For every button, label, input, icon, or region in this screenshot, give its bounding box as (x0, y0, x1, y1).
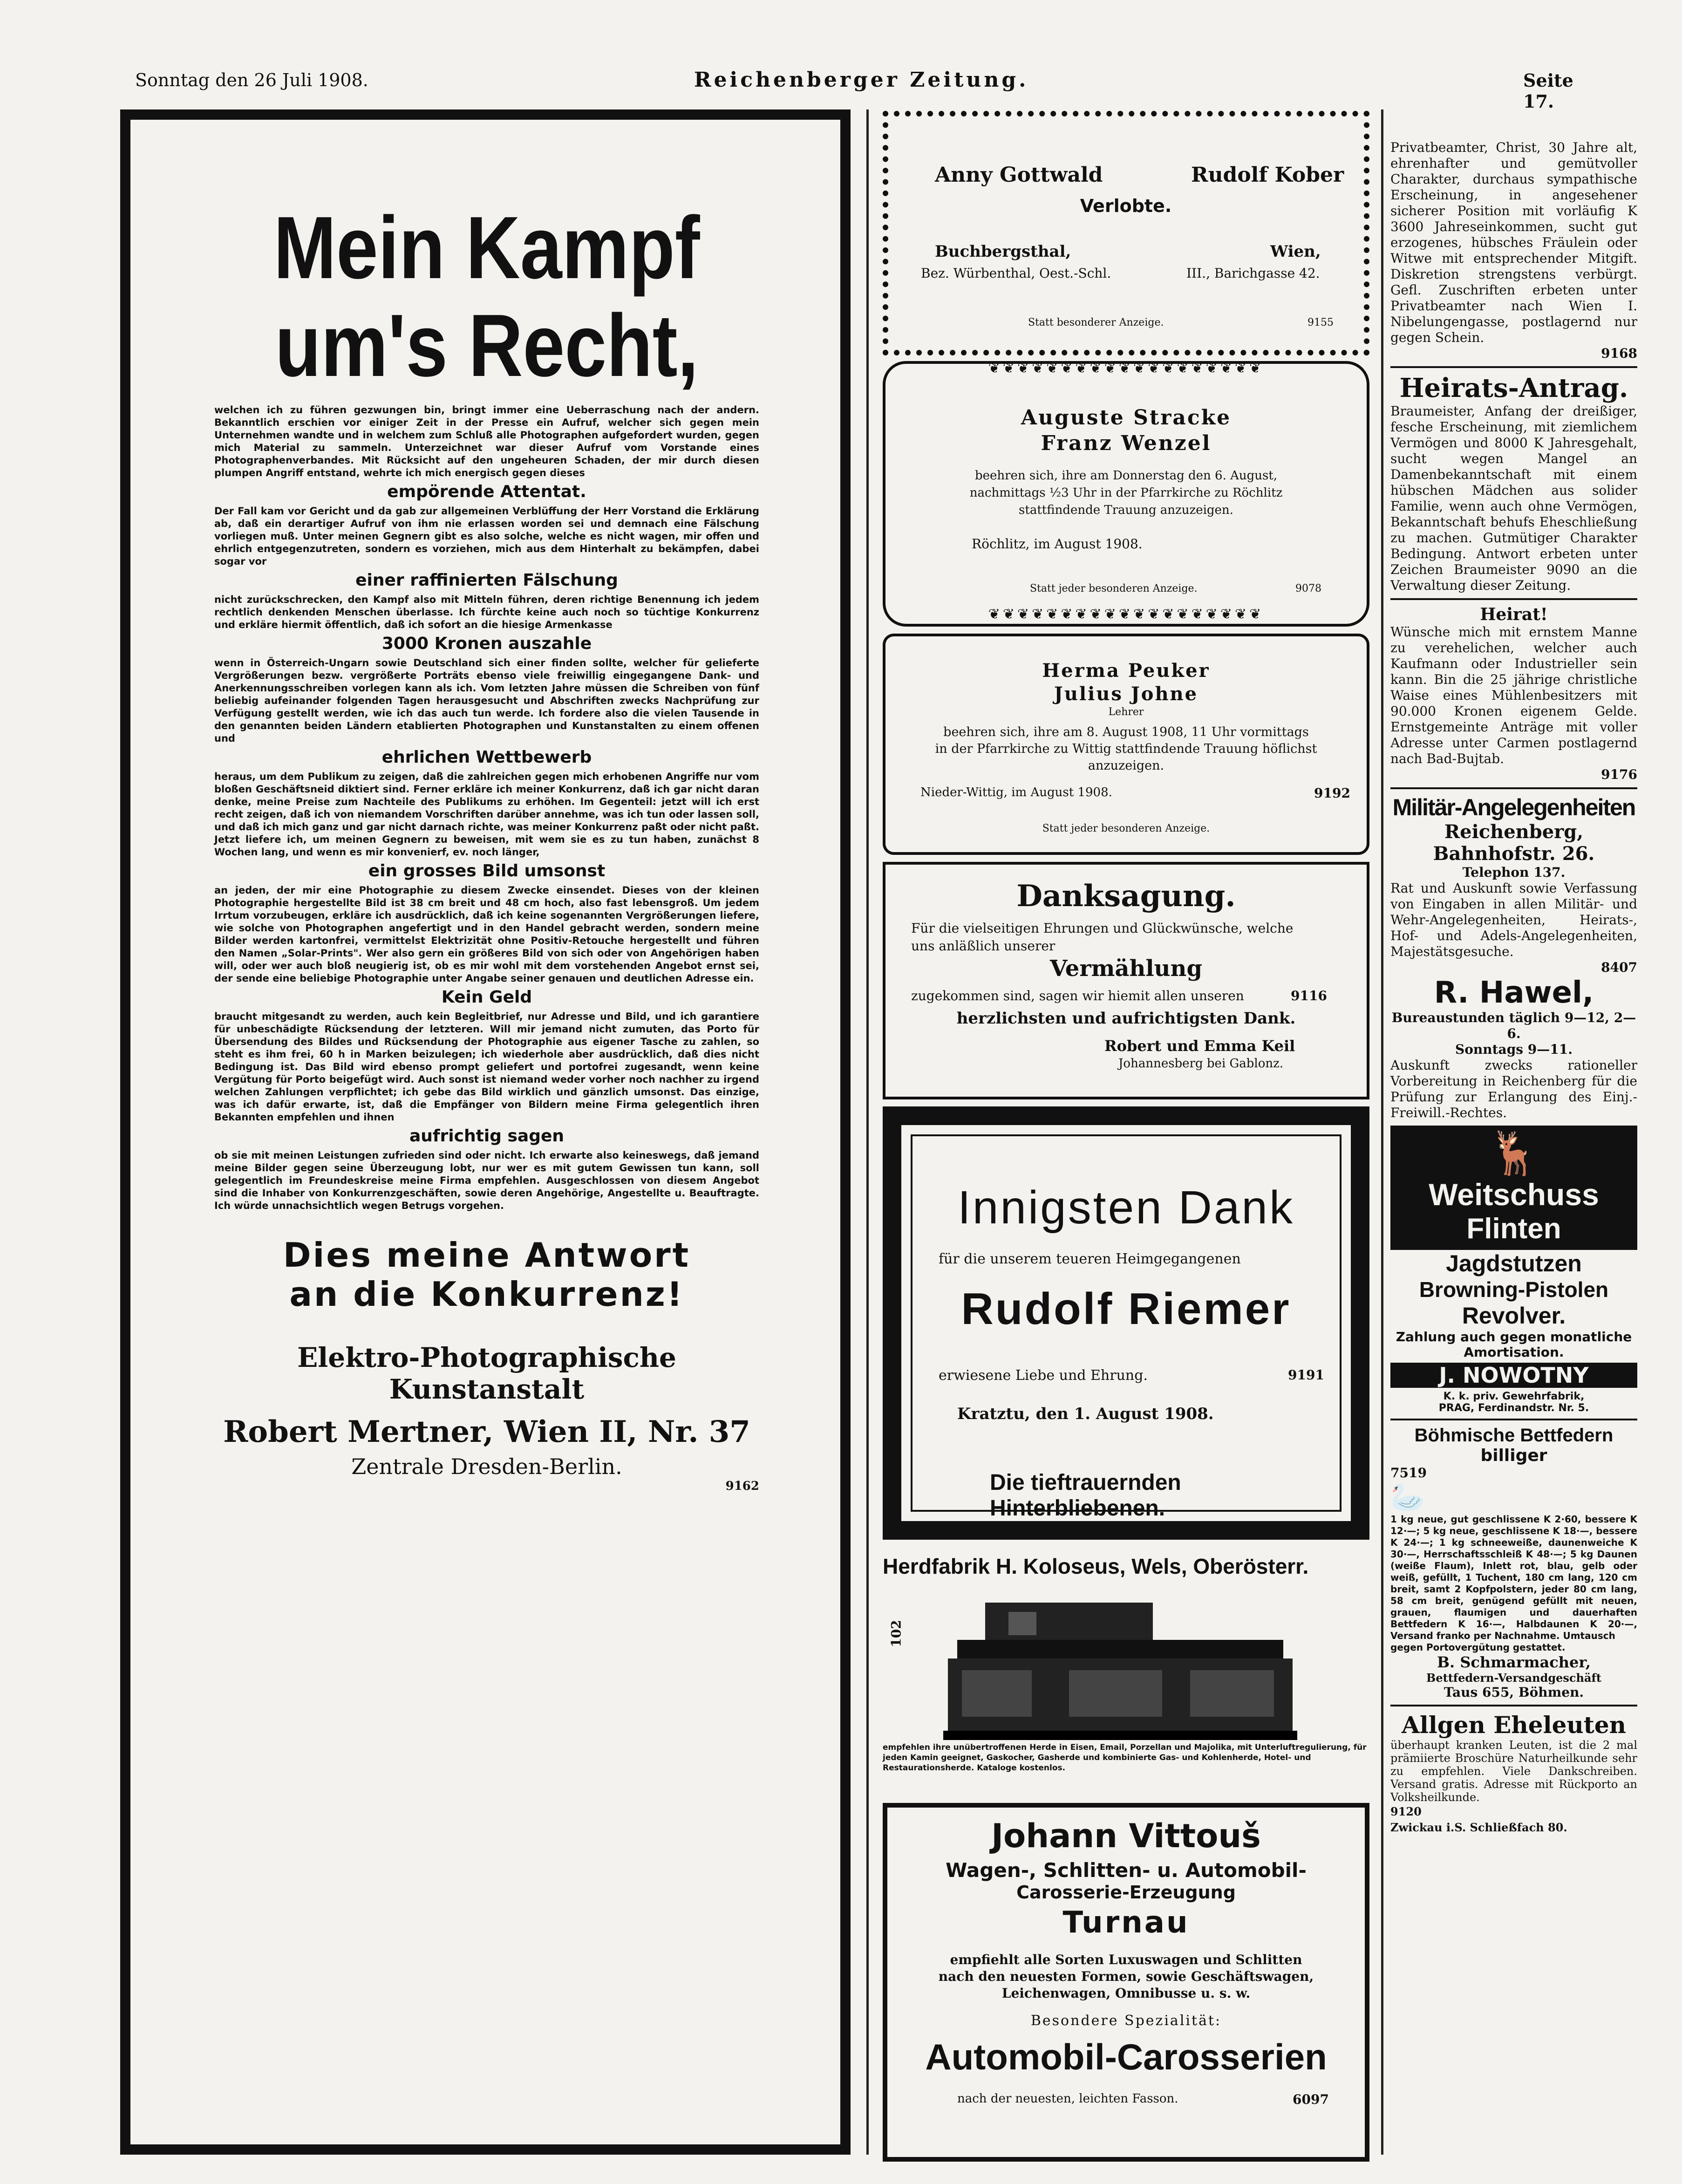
carriage-town: Turnau (1062, 1905, 1190, 1940)
bride-name: Anny Gottwald (935, 163, 1103, 187)
goose-icon: 🦢 (1390, 1481, 1425, 1514)
thanks-line: Für die vielseitigen Ehrungen und Glückwünsche, welche (911, 921, 1294, 936)
rifle-ad (1390, 1126, 1637, 1250)
notice-foot: Statt jeder besonderen Anzeige. (1030, 583, 1198, 594)
mourning-signature: Die tieftrauernden Hinterbliebenen. (990, 1470, 1181, 1521)
ad-paragraph: wenn in Österreich-Ungarn sowie Deutschland sich einer finden sollte, welcher für gelieferte Vergrößerungen bezw. vergrößerte Porträts ebenso viele freiwillig eingegangene Dank- und Anerkennungsschreiben vorlegen kann als ich. Vom letzten Jahre müssen die Schreiben von fünf beliebig aufeinander folgenden Tagen herausgesucht und Abschriften zwecks Nachprüfung zur Verfügung gestellt werden, wie ich das auch tun werde. Ich fordere also die vielen Tausende in den genannten beiden Ländern etablierten Photographen und Kunstanstalten zu einem offenen und (214, 657, 759, 744)
carriage-line: empfiehlt alle Sorten Luxuswagen und Schlitten (950, 1952, 1302, 1967)
ad-answer-line2: an die Konkurrenz! (289, 1275, 684, 1314)
bride-place: Buchbergsthal, (935, 242, 1071, 261)
thanks-line: uns anläßlich unserer (911, 938, 1056, 954)
ad-firm-central: Zentrale Dresden-Berlin. (351, 1454, 622, 1479)
header-page-number: Seite 17. (1523, 70, 1573, 112)
page-header (135, 68, 1573, 112)
notice-code: 6097 (1293, 2092, 1329, 2107)
ad-subheading: einer raffinierten Fälschung (355, 571, 618, 590)
notice-line: in der Pfarrkirche zu Wittig stattfindende Trauung höflichst (935, 742, 1317, 756)
ad-subheading: 3000 Kronen auszahle (381, 634, 592, 653)
notice-code: 9191 (1288, 1367, 1324, 1383)
ad-paragraph: Der Fall kam vor Gericht und da gab zur allgemeinen Verblüffung der Herr Vorstand die Erklärung ab, daß ein derartiger Aufruf von ihm nie erlassen worden sei und demnach eine Fälschung vorliegen muß. Unter meinen Gegnern gibt es also solche, welche es nicht wagen, mir offen und ehrlich entgegenzutreten, sondern es vorziehen, mich aus dem Hinterhalt zu bekämpfen, dabei sogar vor (214, 505, 759, 567)
military-heading: Militär-Angelegenheiten (1392, 794, 1635, 820)
carriage-ad-vittous (883, 1803, 1369, 2162)
carriage-line: nach den neuesten Formen, sowie Geschäftswagen, (938, 1969, 1314, 1984)
notice-code: 9078 (1295, 583, 1321, 594)
notice-foot: Statt besonderer Anzeige. (1028, 317, 1164, 328)
feather-prices: 1 kg neue, gut geschlissene K 2·60, bessere K 12·—; 5 kg neue, geschlissene K 18·—, bessere K 24·—; 1 kg schneeweiße, daunenweiche K 30·—, Herrschaftsschleiß K 48·—; 5 kg Daunen (weiße Flaum), Inlett rot, blau, gelb oder weiß, gefüllt, 1 Tuchent, 180 cm lang, 120 cm breit, samt 2 Kopfpolstern, jeder 80 cm lang, 58 cm breit, genügend gefüllt mit neuen, grauen, flaumigen und dauerhaften Bettfedern K 16·—, Halbdaunen K 20·—, (1390, 1514, 1637, 1630)
thanks-heartfelt: herzlichsten und aufrichtigsten Dank. (956, 1009, 1296, 1028)
ad-answer-line1: Dies meine Antwort (283, 1235, 691, 1275)
spouses-text: überhaupt kranken Leuten, ist die 2 mal prämiierte Broschüre Naturheilkunde sehr zu empfehlen. Viele Dankschreiben. Versand gratis. Adresse mit Rückporto an Volksheilkunde. (1390, 1739, 1637, 1804)
carriage-line: Wagen-, Schlitten- u. Automobil- (946, 1859, 1307, 1882)
notice-code: 9155 (1307, 317, 1334, 328)
groom-place: Wien, (1270, 242, 1321, 261)
notice-line: beehren sich, ihre am Donnerstag den 6. August, (974, 469, 1278, 483)
feather-shipping: Versand franko per Nachnahme. Umtausch gegen Portovergütung gestattet. (1390, 1630, 1615, 1653)
engaged-label: Verlobte. (1080, 196, 1172, 216)
ad-code: 9162 (725, 1479, 759, 1493)
ad-paragraph: braucht mitgesandt zu werden, auch kein Begleitbrief, nur Adresse und Bild, und ich garantiere für unbeschädigte Rücksendung der letzteren. Will mir jemand nicht zumuten, das Porto für Übersendung des Bildes und Rücksendung der Photographie aus eigener Tasche zu zahlen, so steht es ihm frei, 60 h in Marken beizulegen; ich wiederhole aber ausdrücklich, daß dies nicht Bedingung ist. Das Bild wird ebenso prompt geliefert und portofrei zugesandt, wenn keine Vergütung für Porto beigefügt wird. Auch sonst ist niemand weder vorher noch nachher zu irgend welchen Zahlungen verpflichtet; ich gebe das Bild wirklich und gänzlich umsonst. Das einzige, was ich dafür erwarte, ist, daß die Empfänger von Bildern meine Firma gelegentlich ihren Bekannten empfehlen und ihnen (214, 1011, 759, 1123)
notice-line: beehren sich, ihre am 8. August 1908, 11 Uhr vormittags (943, 725, 1309, 739)
spouses-address: Zwickau i.S. Schließfach 80. (1390, 1821, 1567, 1834)
rifle-firm: J. NOWOTNY (1390, 1363, 1637, 1388)
right-column (1390, 140, 1637, 1836)
notice-code: 9116 (1291, 988, 1327, 1003)
ad-title-line2: um's Recht, (275, 296, 699, 395)
wedding-ad-stracke (883, 361, 1369, 627)
bride-name: Herma Peuker (1042, 660, 1210, 682)
deer-icon: 🦌 (1487, 1129, 1540, 1178)
military-services: Rat und Auskunft sowie Verfassung von Eingaben in allen Militär- und Wehr-Angelegenheiten, Heirats-, Hof- und Adels-Angelegenheiten, Majestätsgesuche. (1390, 880, 1637, 959)
mourning-title: Innigsten Dank (957, 1181, 1295, 1234)
notice-place: Nieder-Wittig, im August 1908. (920, 785, 1112, 799)
military-phone: Telephon 137. (1462, 865, 1566, 880)
ad-code: 9176 (1601, 767, 1637, 782)
mourning-line: erwiesene Liebe und Ehrung. (939, 1367, 1148, 1384)
carriage-line: Leichenwagen, Omnibusse u. s. w. (1001, 1986, 1251, 2001)
groom-name: Rudolf Kober (1191, 163, 1344, 187)
rifle-firm-line: K. k. priv. Gewehrfabrik, (1443, 1391, 1585, 1402)
ad-code: 9168 (1601, 346, 1637, 361)
deceased-name: Rudolf Riemer (961, 1284, 1291, 1334)
laurel-border-bottom: ❦❦❦❦❦❦❦❦❦❦❦❦❦❦❦❦❦❦❦ (988, 606, 1264, 622)
ad-subheading: empörende Attentat. (387, 482, 586, 501)
ad-subheading: ein grosses Bild umsonst (368, 861, 606, 880)
rifle-line: Revolver. (1462, 1303, 1566, 1329)
header-date: Sonntag den 26 Juli 1908. (135, 70, 368, 90)
ad-firm-address: Robert Mertner, Wien II, Nr. 37 (223, 1414, 750, 1449)
feather-subheading: billiger (1480, 1446, 1547, 1465)
stove-illustration (929, 1593, 1311, 1742)
thanks-names: Robert und Emma Keil (1104, 1037, 1295, 1055)
ad-subheading: Kein Geld (441, 988, 532, 1007)
stove-factory-title: Herdfabrik H. Koloseus, Wels, Oberösterr. (883, 1554, 1309, 1578)
hawel-info: Auskunft zwecks rationeller Vorbereitung in Reichenberg für die Prüfung zur Erlangung des Einj.-Freiwill.-Rechtes. (1390, 1058, 1637, 1120)
mourning-ad-riemer (883, 1106, 1369, 1540)
notice-line: anzuzeigen. (1088, 758, 1164, 773)
feather-firm-line: Taus 655, Böhmen. (1444, 1685, 1584, 1700)
carriage-speciality-label: Besondere Spezialität: (1030, 2013, 1222, 2029)
mourning-place: Kratztu, den 1. August 1908. (957, 1405, 1214, 1423)
ad-subheading: aufrichtig sagen (409, 1126, 565, 1146)
marriage-ad-carmen: Wünsche mich mit ernstem Manne zu verehelichen, welcher auch Kaufmann oder Industrieller sein kann. Bin die 25 jährige christliche Waise eines Mühlenbesitzers mit 90.000 Kronen eigenem Gelde. Ernstgemeinte Anträge mit voller Adresse unter Carmen postlagernd nach Bad-Bujtab. (1390, 624, 1637, 766)
rifle-line: Browning-Pistolen (1419, 1277, 1609, 1302)
ad-paragraph: welchen ich zu führen gezwungen bin, bringt immer eine Ueberraschung nach der andern. Bekanntlich erschien vor einiger Zeit in der Presse ein Aufruf, welcher sich gegen mein Unternehmen wandte und in welchem zum Schluß alle Photographen aufgefordert wurden, gegen mich Material zu sammeln. Unterzeichnet war dieser Aufruf vom Vorstande eines Photographenverbandes. Mit Rücksicht auf den ungeheuren Schaden, der mir durch diesen plumpen Angriff entstand, wehrte ich mich energisch gegen dieses (214, 404, 759, 478)
thanks-ad-keil (883, 862, 1369, 1099)
notice-code: 102 (888, 1620, 904, 1647)
hawel-sunday: Sonntags 9—11. (1455, 1042, 1573, 1057)
rifle-guns: Flinten (1466, 1213, 1561, 1245)
carriage-firm-name: Johann Vittouš (991, 1817, 1261, 1855)
hawel-name: R. Hawel, (1434, 976, 1594, 1010)
thanks-line: zugekommen sind, sagen wir hiemit allen unseren (911, 988, 1244, 1003)
header-paper-name: Reichenberger Zeitung. (694, 68, 1029, 92)
bride-name: Auguste Stracke (1021, 406, 1232, 430)
military-address: Reichenberg, Bahnhofstr. 26. (1433, 821, 1595, 865)
groom-name: Julius Johne (1054, 683, 1199, 705)
notice-line: nachmittags ½3 Uhr in der Pfarrkirche zu Röchlitz (969, 486, 1283, 500)
marriage-ad-braumeister: Braumeister, Anfang der dreißiger, fesche Erscheinung, mit ziemlichem Vermögen und 8000 K Jahresgehalt, sucht wegen Mangel an Damenbekanntschaft mit einem hübschen Mädchen aus solider Familie, wenn auch ohne Vermögen, Bekanntschaft behufs Eheschließung zu machen. Gutmütiger Charakter Bedingung. Antwort erbeten unter Zeichen Braumeister 9090 an die Verwaltung dieser Zeitung. (1390, 403, 1637, 593)
heirats-antrag-heading: Heirats-Antrag. (1399, 373, 1628, 403)
notice-code: 9192 (1314, 785, 1350, 801)
big-advertisement (120, 109, 851, 2155)
bride-district: Bez. Würbenthal, Oest.-Schl. (921, 266, 1111, 281)
stove-factory-text: empfehlen ihre unübertroffenen Herde in Eisen, Email, Porzellan und Majolika, mit Unterluftregulierung, für jeden Kamin geeignet, Gaskocher, Gasherde und kombinierte Gas- und Kohlenherde, Hotel- und Restaurationsherde. Kataloge kostenlos. (883, 1743, 1367, 1773)
thanks-occasion: Vermählung (1049, 956, 1203, 982)
ad-code: 9120 (1390, 1805, 1422, 1818)
engagement-ad-gottwald (883, 111, 1369, 355)
carriage-speciality: Automobil-Carosserien (925, 2036, 1327, 2077)
ad-body (214, 199, 759, 1493)
hawel-hours: Bureaustunden täglich 9—12, 2—6. (1391, 1010, 1636, 1041)
ad-paragraph: ob sie mit meinen Leistungen zufrieden sind oder nicht. Ich erwarte also keineswegs, daß jemand meine Bilder gegen seine Überzeugung lobt, nur wer es mit gutem Gewissen tun kann, soll gelegentlich im Freundeskreise meine Firma empfehlen. Ausgeschlossen von diesem Angebot sind die Inhaber von Konkurrenzgeschäften, sowie deren Angehörige, Angestellte u. Beauftragte. Ich würde unnachsichtlich wegen Betrugs vorgehen. (214, 1150, 759, 1211)
ad-paragraph: heraus, um dem Publikum zu zeigen, daß die zahlreichen gegen mich erhobenen Angriffe nur vom bloßen Geschäftsneid diktiert sind. Ferner erkläre ich meiner Konkurrenz, daß ich gar nicht daran denke, meine Preise zum Nachteile des Publikums zu erhöhen. Im Gegenteil: jetzt will ich erst recht zeigen, daß ich von niemandem Vorschriften darüber annehme, was ich tun oder lassen soll, und daß ich mich ganz und gar nicht darnach richte, was meiner Konkurrenz paßt oder nicht paßt. Jetzt liefere ich, um meinen Gegnern zu beweisen, mit wem sie es zu tun haben, zunächst 8 Wochen lang, und wenn es mir konvenierf, ev. noch länger, (214, 771, 759, 858)
marriage-ad-privatbeamter: Privatbeamter, Christ, 30 Jahre alt, ehrenhafter und gemütvoller Charakter, durchaus sympathische Erscheinung, in angesehener sicherer Position mit vorläufig K 3600 Jahreseinkommen, sucht gut erzogenes, hübsches Fräulein oder Witwe mit entsprechender Mitgift. Diskretion strengstens verbürgt. Gefl. Zuschriften erbeten unter Privatbeamter nach Wien I. Nibelungengasse, postlagernd nur gegen Schein. (1390, 140, 1637, 345)
column-rule (866, 109, 869, 2155)
mourning-line: für die unserem teueren Heimgegangenen (939, 1251, 1241, 1267)
ad-subheading: ehrlichen Wettbewerb (381, 748, 592, 767)
groom-name: Franz Wenzel (1041, 431, 1212, 455)
ad-paragraph: an jeden, der mir eine Photographie zu diesem Zwecke einsendet. Dieses von der kleinen Photographie hergestellte Bild ist 38 cm breit und 48 cm hoch, also fast lebensgroß. Um jedem Irrtum vorzubeugen, erkläre ich ausdrücklich, daß ich keine sogenannten Vergrößerungen liefere, wie solche von Photographen angefertigt und in den Handel gebracht werden, sondern meine Bilder werden kartonfrei, vermittelst Elektrizität ohne Positiv-Retouche hergestellt und führen den Namen „Solar-Prints". Wer also gern ein größeres Bild von sich oder von Angehörigen haben will, oder wer auch bloß neugierig ist, ob es mir wohl mit dem vorstehenden Angebot ernst sei, der sende eine beliebige Photographie unter Angabe seiner genauen und deutlichen Adresse ein. (214, 885, 759, 984)
ad-paragraph: nicht zurückschrecken, den Kampf also mit Mitteln führen, deren richtige Benennung ich jedem rechtlich denkenden Menschen überlasse. Ich fürchte keine auch noch so tüchtige Konkurrenz und erkläre hiermit öffentlich, daß ich sofort an die hiesige Armenkasse (214, 594, 759, 630)
wedding-ad-peuker (883, 634, 1369, 855)
notice-foot: Statt jeder besonderen Anzeige. (1042, 823, 1210, 834)
rifle-brand: Weitschuss (1429, 1177, 1599, 1212)
ad-title-line1: Mein Kampf (273, 198, 700, 297)
rifle-line: Jagdstutzen (1446, 1250, 1582, 1276)
carriage-line: nach der neuesten, leichten Fasson. (957, 2092, 1178, 2106)
groom-occupation: Lehrer (1108, 706, 1144, 718)
feather-firm-line: Bettfedern-Versandgeschäft (1426, 1671, 1601, 1685)
carriage-line: Carosserie-Erzeugung (1016, 1882, 1236, 1903)
notice-line: stattfindende Trauung anzuzeigen. (1019, 503, 1233, 517)
notice-place: Röchlitz, im August 1908. (972, 536, 1143, 552)
feather-firm: B. Schmarmacher, (1437, 1653, 1591, 1671)
column-rule (1381, 109, 1383, 2155)
groom-address: III., Barichgasse 42. (1186, 266, 1320, 281)
feather-heading: Böhmische Bettfedern (1414, 1425, 1614, 1446)
stove-factory-ad (883, 1554, 1369, 1787)
thanks-title: Danksagung. (1016, 879, 1236, 914)
ad-code: 8407 (1601, 960, 1637, 975)
rifle-firm-line: PRAG, Ferdinandstr. Nr. 5. (1438, 1402, 1589, 1414)
ad-firm-name: Elektro-Photographische Kunstanstalt (297, 1342, 676, 1405)
laurel-border-top: ❦❦❦❦❦❦❦❦❦❦❦❦❦❦❦❦❦❦❦ (988, 360, 1264, 376)
thanks-place: Johannesberg bei Gablonz. (1118, 1057, 1284, 1071)
ad-code: 7519 (1390, 1465, 1427, 1481)
heirat-heading: Heirat! (1480, 605, 1548, 624)
spouses-heading: Allgen Eheleuten (1401, 1711, 1626, 1739)
rifle-payment: Zahlung auch gegen monatliche Amortisation. (1396, 1329, 1632, 1360)
